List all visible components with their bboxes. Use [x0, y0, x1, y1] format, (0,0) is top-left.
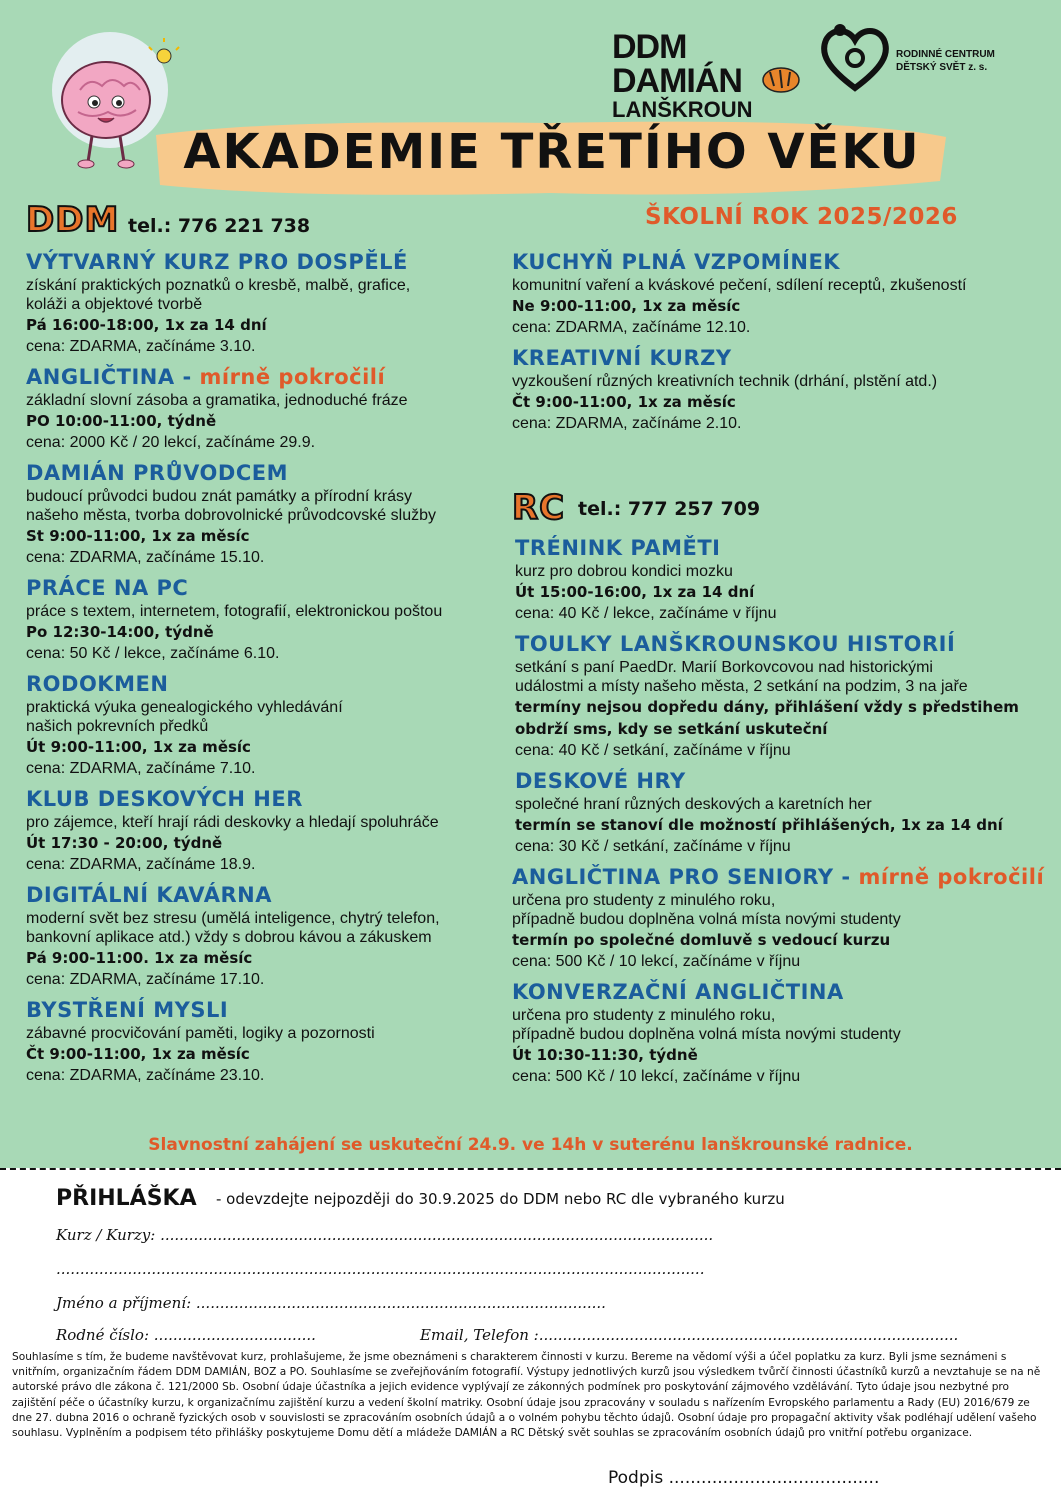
ddm-logo-line2: LANŠKROUN [612, 97, 753, 122]
course-price: cena: ZDARMA, začínáme 18.9. [26, 856, 256, 873]
consent-text: Souhlasíme s tím, že budeme navštěvovat kurz, prohlašujeme, že jsme obeznámeni s charakterem činnosti v kurzu. Bereme na vědomí výši a účel poplatku za kurz. Byli jsme seznámeni s vnitřním, organizačním řádem DDM DAMIÁN, BOZ a PO. Souhlasíme se zveřejňováním fotografií. Výstupy jednotlivých kurzů jsou výsledkem tvůrčí činnosti účastníků kurzů a nevztahuje se na ně autorské právo dle zákona č. 121/2000 Sb. Osobní údaje účastníka a jejich evidence vyplývají ze zákonných podmínek pro poskytování zájmového vzdělávání. Tyto údaje jsou nezbytné pro zajištění péče o účastníky kurzu, k organizačnímu zajištění kurzu a vedení školní matriky. Osobní údaje jsou zpracovány v souladu s nařízením Evropského parlamentu a Rady (EU) 2016/679 ze dne 27. dubna 2016 o ochraně fyzických osob v souvislosti se zpracováním osobních údajů a o volném pohybu těchto údajů. Osobní údaje pro propagační aktivity však podléhají udělení vašeho souhlasu. Vyplněním a podpisem této přihlášky poskytujeme Domu dětí a mládeže DAMIÁN a RC Dětský svět souhlas se zpracováním osobních údajů pro vnitřní potřebu organizace. [12, 1351, 1041, 1440]
tiger-icon [760, 60, 802, 94]
course-deskove-hry [515, 767, 1055, 857]
course-price: cena: 500 Kč / 10 lekcí, začínáme v říjnu [512, 1068, 801, 1085]
contact-field[interactable]: Email, Telefon :........................................................................................ [420, 1326, 959, 1344]
signature-field[interactable]: Podpis ....................................... [608, 1468, 880, 1488]
course-kreativni-kurzy [512, 344, 1052, 434]
course-desc: pro zájemce, kteří hrají rádi deskovky a hledají spoluhráče [26, 814, 439, 831]
course-desc: bankovní aplikace atd.) vždy s dobrou kávou a zákuskem [26, 929, 432, 946]
course-time: Ne 9:00-11:00, 1x za měsíc [512, 297, 741, 315]
course-desc: případně budou doplněna volná místa novými studenty [512, 1026, 901, 1043]
course-desc: setkání s paní PaedDr. Marií Borkovcovou nad historickými [515, 659, 933, 676]
opening-notice: Slavnostní zahájení se uskuteční 24.9. ve 14h v suterénu lanškrounské radnice. [148, 1135, 913, 1155]
rc-logo-line2: DĚTSKÝ SVĚT z. s. [896, 62, 988, 73]
course-time: Čt 9:00-11:00, 1x za měsíc [26, 1045, 250, 1063]
course-time: termín se stanoví dle možností přihlášených, 1x za 14 dní [515, 816, 1003, 834]
rc-phone: tel.: 777 257 709 [578, 498, 761, 520]
course-time: obdrží sms, kdy se setkání uskuteční [515, 720, 828, 738]
course-digitalni-kavarna [26, 881, 506, 990]
course-price: cena: ZDARMA, začínáme 17.10. [26, 971, 265, 988]
course-time: termín po společné domluvě s vedoucí kurzu [512, 931, 891, 949]
page-title: AKADEMIE TŘETÍHO VĚKU [183, 124, 921, 180]
form-subtitle: - odevzdejte nejpozději do 30.9.2025 do DDM nebo RC dle vybraného kurzu [216, 1190, 785, 1208]
course-price: cena: ZDARMA, začínáme 7.10. [26, 760, 256, 777]
course-price: cena: 40 Kč / setkání, začínáme v říjnu [515, 742, 791, 759]
course-time: Pá 16:00-18:00, 1x za 14 dní [26, 316, 267, 334]
course-prace-na-pc [26, 574, 506, 664]
course-desc: určena pro studenty z minulého roku, [512, 892, 776, 909]
registration-form [0, 1168, 1061, 1502]
course-desc: základní slovní zásoba a gramatika, jednoduché fráze [26, 392, 408, 409]
course-time: Pá 9:00-11:00. 1x za měsíc [26, 949, 253, 967]
course-time: Čt 9:00-11:00, 1x za měsíc [512, 393, 736, 411]
course-desc: případně budou doplněna volná místa novými studenty [512, 911, 901, 928]
rc-label: RC [512, 488, 566, 528]
course-time: Po 12:30-14:00, týdně [26, 623, 214, 641]
course-desc: zábavné procvičování paměti, logiky a pozornosti [26, 1025, 375, 1042]
course-price: cena: ZDARMA, začínáme 2.10. [512, 415, 742, 432]
rc-courses [512, 534, 1055, 1093]
course-title: TOULKY LANŠKROUNSKOU HISTORIÍ [515, 632, 956, 656]
rc-logo-line1: RODINNÉ CENTRUM [896, 49, 995, 60]
course-time: termíny nejsou dopředu dány, přihlášení vždy s předstihem [515, 698, 1019, 716]
course-price: cena: 500 Kč / 10 lekcí, začínáme v říjnu [512, 953, 801, 970]
course-title: VÝTVARNÝ KURZ PRO DOSPĚLÉ [26, 250, 408, 274]
course-desc: koláži a objektové tvorbě [26, 296, 203, 313]
course-time: Út 9:00-11:00, 1x za měsíc [26, 738, 251, 756]
course-title: PRÁCE NA PC [26, 576, 189, 600]
course-desc: kurz pro dobrou kondici mozku [515, 563, 733, 580]
course-kuchyn [512, 248, 1052, 338]
course-time: Út 10:30-11:30, týdně [512, 1046, 698, 1064]
course-time: PO 10:00-11:00, týdně [26, 412, 217, 430]
course-trenink-pameti [515, 534, 1055, 624]
course-rodokmen [26, 670, 506, 779]
course-title: RODOKMEN [26, 672, 169, 696]
course-price: cena: 2000 Kč / 20 lekcí, začínáme 29.9. [26, 434, 316, 451]
course-desc: budoucí průvodci budou znát památky a přírodní krásy [26, 488, 412, 505]
course-desc: práce s textem, internetem, fotografií, elektronickou poštou [26, 603, 443, 620]
birth-number-field[interactable]: Rodné číslo: .................................. [56, 1326, 316, 1344]
ddm-courses-right [512, 248, 1052, 440]
course-price: cena: ZDARMA, začínáme 12.10. [512, 319, 751, 336]
form-title: PŘIHLÁŠKA [56, 1186, 197, 1211]
course-time: St 9:00-11:00, 1x za měsíc [26, 527, 250, 545]
course-price: cena: 50 Kč / lekce, začínáme 6.10. [26, 645, 280, 662]
course-field[interactable]: Kurz / Kurzy: .................................................................................................................... [56, 1226, 714, 1244]
course-vytvarny-kurz [26, 248, 506, 357]
course-price: cena: ZDARMA, začínáme 23.10. [26, 1067, 265, 1084]
course-anglictina-seniory [512, 863, 1055, 972]
ddm-label: DDM [26, 200, 120, 240]
course-price: cena: ZDARMA, začínáme 15.10. [26, 549, 265, 566]
course-desc: událostmi a místy našeho města, 2 setkání na podzim, 3 na jaře [515, 678, 968, 695]
course-desc: našich pokrevních předků [26, 718, 209, 735]
course-konverzacni-anglictina [512, 978, 1055, 1087]
course-title: TRÉNINK PAMĚTI [515, 536, 721, 560]
course-desc: praktická výuka genealogického vyhledávání [26, 699, 343, 716]
course-title: ANGLIČTINA PRO SENIORY - mírně pokročilí [512, 865, 1045, 889]
course-title: KONVERZAČNÍ ANGLIČTINA [512, 980, 844, 1004]
course-title: BYSTŘENÍ MYSLI [26, 998, 229, 1022]
course-time: Út 17:30 - 20:00, týdně [26, 834, 223, 852]
course-title: DIGITÁLNÍ KAVÁRNA [26, 883, 273, 907]
course-time: Út 15:00-16:00, 1x za 14 dní [515, 583, 755, 601]
course-price: cena: 40 Kč / lekce, začínáme v říjnu [515, 605, 777, 622]
heart-logo-icon [818, 22, 892, 96]
course-title: KREATIVNÍ KURZY [512, 346, 732, 370]
course-toulky [515, 630, 1055, 761]
ddm-phone: tel.: 776 221 738 [128, 215, 311, 237]
course-desc: našeho města, tvorba dobrovolnické průvodcovské služby [26, 507, 436, 524]
course-title: ANGLIČTINA - mírně pokročilí [26, 365, 386, 389]
ddm-courses-left [26, 248, 506, 1092]
course-desc: moderní svět bez stresu (umělá inteligence, chytrý telefon, [26, 910, 440, 927]
course-title: KLUB DESKOVÝCH HER [26, 787, 303, 811]
course-field-line2[interactable]: ........................................................................................................................................ [56, 1260, 705, 1278]
course-desc: společné hraní různých deskových a karetních her [515, 796, 872, 813]
course-anglictina [26, 363, 506, 453]
course-title: DAMIÁN PRŮVODCEM [26, 461, 288, 485]
name-field[interactable]: Jméno a příjmení: ...................................................................................... [56, 1294, 606, 1312]
course-price: cena: ZDARMA, začínáme 3.10. [26, 338, 256, 355]
course-desc: určena pro studenty z minulého roku, [512, 1007, 776, 1024]
course-damian-pruvodcem [26, 459, 506, 568]
course-desc: získání praktických poznatků o kresbě, malbě, grafice, [26, 277, 411, 294]
course-desc: komunitní vaření a kváskové pečení, sdílení receptů, zkušeností [512, 277, 967, 294]
course-bystreni-mysli [26, 996, 506, 1086]
school-year: ŠKOLNÍ ROK 2025/2026 [645, 204, 958, 230]
ddm-logo-line1: DDM DAMIÁN [612, 28, 742, 100]
course-price: cena: 30 Kč / setkání, začínáme v říjnu [515, 838, 791, 855]
course-title: KUCHYŇ PLNÁ VZPOMÍNEK [512, 250, 841, 274]
course-title: DESKOVÉ HRY [515, 769, 686, 793]
course-klub-deskovych-her [26, 785, 506, 875]
course-desc: vyzkoušení různých kreativních technik (drhání, plstění atd.) [512, 373, 938, 390]
rodinne-centrum-logo [818, 22, 1018, 102]
